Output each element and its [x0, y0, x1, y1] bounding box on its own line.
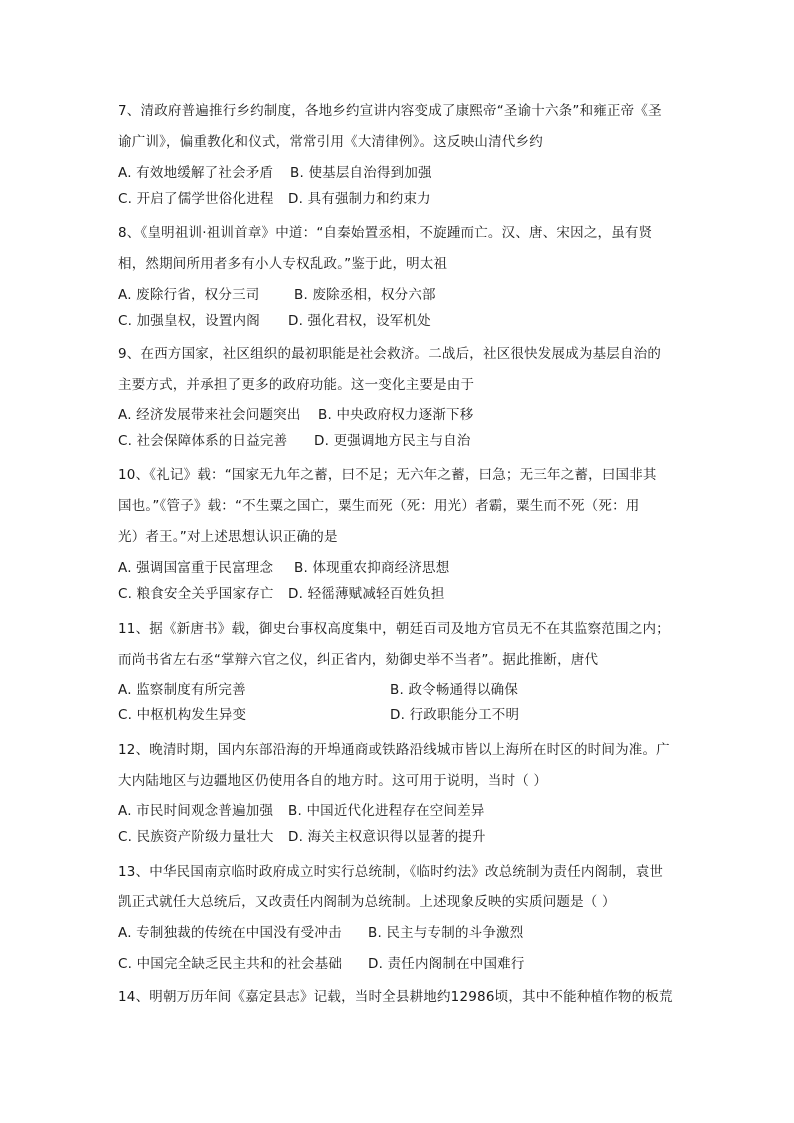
option-d: D. 轻徭薄赋减轻百姓负担: [288, 586, 445, 602]
option-d: D. 更强调地方民主与自治: [314, 433, 471, 449]
option-a: A. 强调国富重于民富理念: [118, 560, 274, 576]
question-11-line-1: 11、据《新唐书》载，御史台事权高度集中，朝廷百司及地方官员无不在其监察范围之内；: [118, 621, 670, 637]
option-a: A. 监察制度有所完善: [118, 682, 246, 698]
option-c: C. 中国完全缺乏民主共和的社会基础: [118, 956, 343, 972]
option-d: D. 具有强制力和约束力: [288, 191, 431, 207]
question-12-line-1: 12、晚清时期，国内东部沿海的开埠通商或铁路沿线城市皆以上海所在时区的时间为准。广: [118, 742, 670, 758]
option-b: B. 政令畅通得以确保: [390, 682, 519, 698]
option-c: C. 中枢机构发生异变: [118, 707, 247, 723]
option-c: C. 开启了儒学世俗化进程: [118, 191, 274, 207]
option-a: A. 废除行省，权分三司: [118, 287, 260, 303]
question-11-line-2: 而尚书省左右丞“掌辩六官之仪，纠正省内，劾御史举不当者”。据此推断，唐代: [118, 652, 599, 668]
option-b: B. 中国近代化进程存在空间差异: [288, 803, 485, 819]
option-b: B. 废除丞相，权分六部: [294, 287, 436, 303]
option-c: C. 社会保障体系的日益完善: [118, 433, 288, 449]
option-c: C. 加强皇权，设置内阁: [118, 313, 260, 329]
option-c: C. 粮食安全关乎国家存亡: [118, 586, 274, 602]
option-d: D. 责任内阁制在中国难行: [368, 956, 525, 972]
question-10-line-1: 10、《礼记》载：“国家无九年之蓄，曰不足；无六年之蓄，曰急；无三年之蓄，曰国非其: [118, 467, 657, 483]
option-a: A. 专制独裁的传统在中国没有受冲击: [118, 925, 342, 941]
question-9-line-2: 主要方式，并承担了更多的政府功能。这一变化主要是由于: [118, 377, 475, 393]
question-8-line-2: 相，然期间所用者多有小人专权乱政。”鉴于此，明太祖: [118, 256, 448, 272]
option-c: C. 民族资产阶级力量壮大: [118, 829, 274, 845]
question-7-line-2: 谕广训》，偏重教化和仪式，常常引用《大清律例》。这反映山清代乡约: [118, 134, 543, 150]
question-8-line-1: 8、《皇明祖训·祖训首章》中道：“自秦始置丞相，不旋踵而亡。汉、唐、宋因之，虽有贤: [118, 225, 653, 241]
question-7-line-1: 7、清政府普遍推行乡约制度，各地乡约宣讲内容变成了康熙帝“圣谕十六条”和雍正帝《圣: [118, 103, 662, 119]
option-a: A. 经济发展带来社会问题突出: [118, 407, 301, 423]
question-9-line-1: 9、在西方国家，社区组织的最初职能是社会救济。二战后，社区很快发展成为基层自治的: [118, 346, 662, 362]
option-d: D. 强化君权，设军机处: [288, 313, 431, 329]
question-13-line-1: 13、中华民国南京临时政府成立时实行总统制，《临时约法》改总统制为责任内阁制，袁世: [118, 864, 664, 880]
question-14-line-1: 14、明朝万历年间《嘉定县志》记载，当时全县耕地约12986顷，其中不能种植作物的板荒: [118, 989, 673, 1005]
option-d: D. 海关主权意识得以显著的提升: [288, 829, 486, 845]
option-a: A. 有效地缓解了社会矛盾: [118, 165, 274, 181]
option-b: B. 中央政府权力逐渐下移: [318, 407, 474, 423]
question-13-line-2: 凯正式就任大总统后，又改责任内阁制为总统制。上述现象反映的实质问题是（ ）: [118, 894, 616, 910]
question-10-line-2: 国也。”《管子》载：“不生粟之国亡，粟生而死（死：用光）者霸，粟生而不死（死：用: [118, 498, 640, 514]
option-a: A. 市民时间观念普遍加强: [118, 803, 274, 819]
option-b: B. 体现重农抑商经济思想: [294, 560, 450, 576]
question-10-line-3: 光）者王。”对上述思想认识正确的是: [118, 529, 338, 545]
option-b: B. 使基层自治得到加强: [290, 165, 432, 181]
question-12-line-2: 大内陆地区与边疆地区仍使用各自的地方时。这可用于说明，当时（ ）: [118, 773, 548, 789]
option-b: B. 民主与专制的斗争激烈: [368, 925, 524, 941]
option-d: D. 行政职能分工不明: [390, 707, 520, 723]
